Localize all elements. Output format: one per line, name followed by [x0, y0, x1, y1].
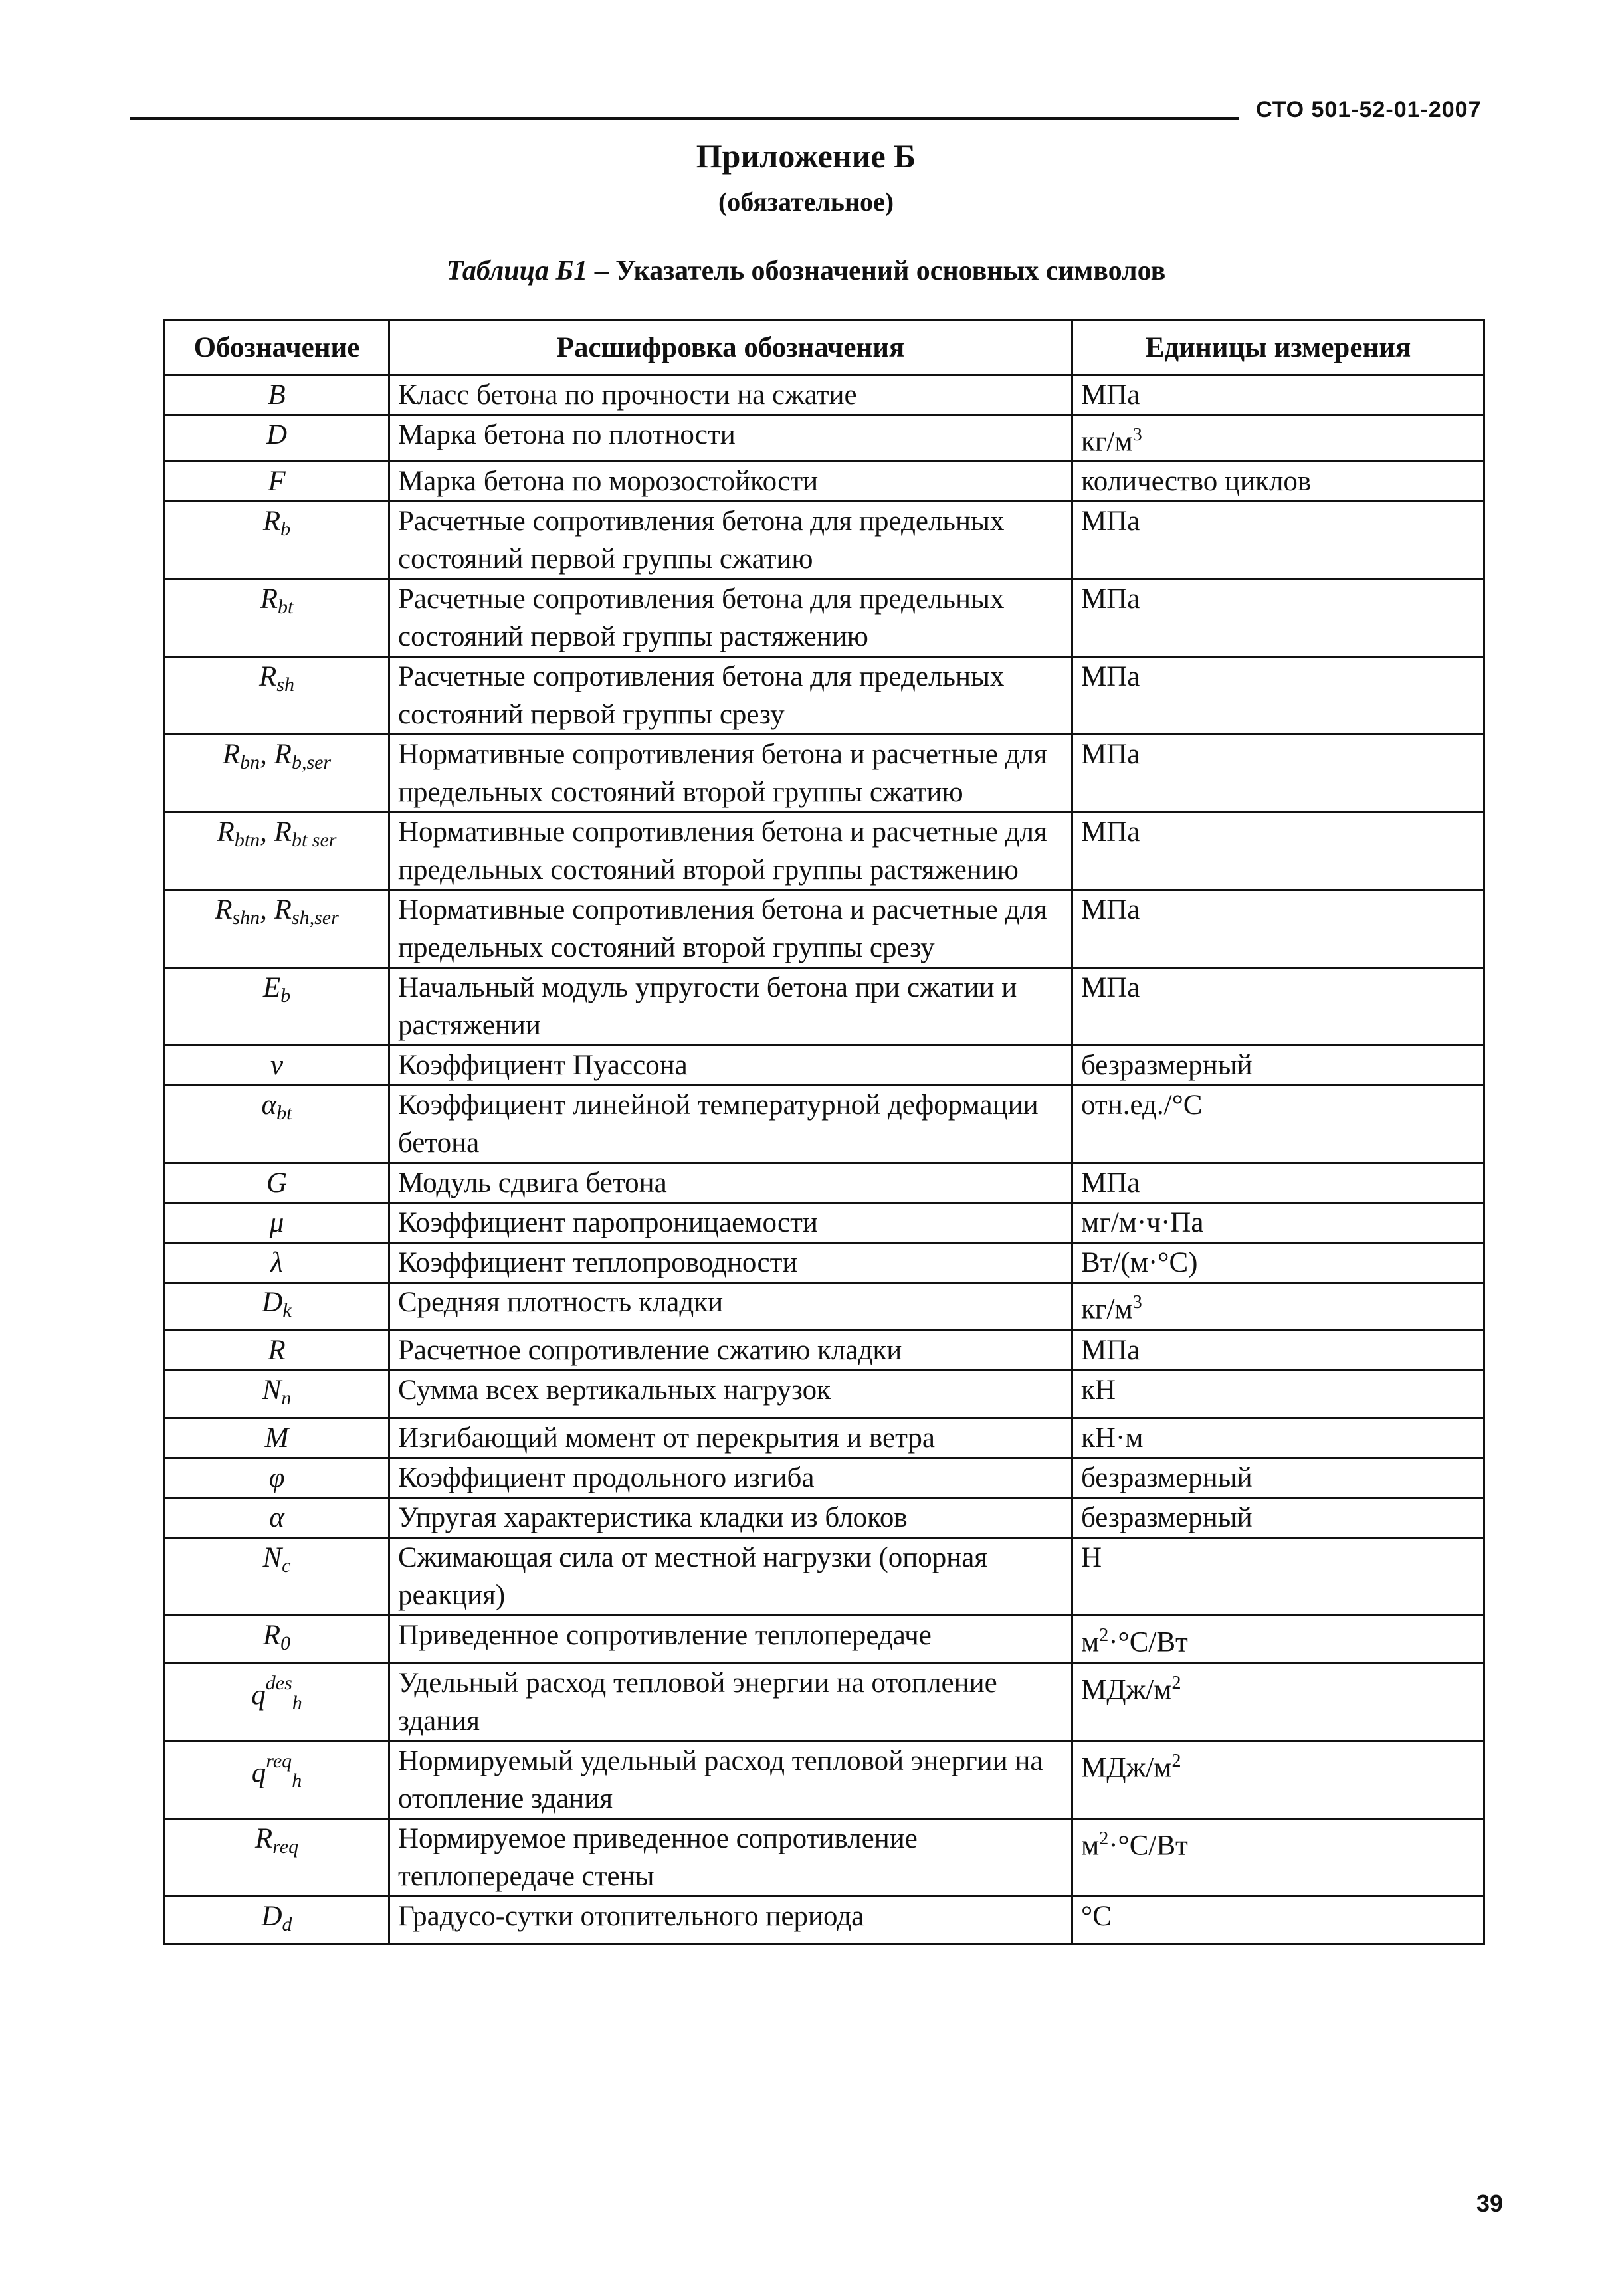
symbol-main: R — [262, 1620, 281, 1652]
description-cell: Марка бетона по плотности — [389, 415, 1072, 462]
symbol-superscript: req — [266, 1750, 292, 1772]
symbol-subscript: bn — [240, 751, 260, 774]
symbol-subscript: sh — [276, 674, 294, 696]
description-cell: Расчетные сопротивления бетона для предельных состояний первой группы срезу — [389, 657, 1072, 735]
unit-text: кг/м — [1081, 1293, 1133, 1325]
description-cell: Коэффициент теплопроводности — [389, 1243, 1072, 1283]
symbol-cell — [165, 1664, 389, 1741]
symbol-main: E — [262, 972, 281, 1004]
unit-text: МПа — [1081, 1167, 1140, 1199]
symbol-cell — [165, 1163, 389, 1203]
table-row — [165, 1243, 1484, 1283]
units-cell — [1072, 1243, 1484, 1283]
table-row — [165, 1616, 1484, 1664]
symbol-cell — [165, 1086, 389, 1163]
symbol-main: D — [262, 1287, 283, 1319]
units-cell — [1072, 375, 1484, 415]
table-row — [165, 890, 1484, 968]
description-cell: Упругая характеристика кладки из блоков — [389, 1498, 1072, 1538]
symbol-main: λ — [270, 1247, 283, 1279]
table-row — [165, 1741, 1484, 1819]
description-cell: Нормативные сопротивления бетона и расчетные для предельных состояний второй группы растяжению — [389, 813, 1072, 890]
units-cell — [1072, 1819, 1484, 1897]
symbol-subscript: req — [272, 1836, 299, 1858]
symbol-cell — [165, 375, 389, 415]
symbol-main: D — [261, 1901, 282, 1933]
symbol-main: ν — [270, 1050, 284, 1082]
units-cell — [1072, 657, 1484, 735]
table-row — [165, 1371, 1484, 1418]
table-row — [165, 1203, 1484, 1243]
description-cell: Изгибающий момент от перекрытия и ветра — [389, 1418, 1072, 1458]
symbol-cell — [165, 1498, 389, 1538]
description-cell: Расчетные сопротивления бетона для предельных состояний первой группы сжатию — [389, 502, 1072, 579]
symbol-cell — [165, 968, 389, 1046]
units-cell — [1072, 1741, 1484, 1819]
unit-text: МПа — [1081, 661, 1140, 693]
symbol-main: q — [251, 1679, 266, 1711]
unit-text: количество циклов — [1081, 466, 1312, 498]
symbol-secondary-subscript: b,ser — [291, 751, 332, 774]
unit-text: м — [1081, 1830, 1100, 1862]
unit-text: МПа — [1081, 972, 1140, 1004]
table-row — [165, 1418, 1484, 1458]
unit-superscript: 3 — [1132, 425, 1142, 445]
column-header-symbol: Обозначение — [165, 320, 389, 375]
table-row — [165, 1819, 1484, 1897]
symbol-cell — [165, 1203, 389, 1243]
symbol-separator: , — [260, 739, 274, 771]
unit-text: МПа — [1081, 379, 1140, 411]
table-row — [165, 462, 1484, 502]
units-cell — [1072, 415, 1484, 462]
unit-text-tail: ·°С/Вт — [1108, 1626, 1188, 1658]
units-cell — [1072, 1283, 1484, 1331]
symbol-separator: , — [260, 816, 274, 848]
unit-text: безразмерный — [1081, 1502, 1253, 1534]
table-row — [165, 1498, 1484, 1538]
symbol-main: R — [262, 506, 281, 537]
table-caption — [0, 255, 1612, 287]
table-row — [165, 968, 1484, 1046]
unit-superscript: 2 — [1099, 1625, 1109, 1646]
symbol-main: B — [268, 379, 286, 411]
table-row — [165, 375, 1484, 415]
symbol-main: R — [259, 661, 277, 693]
table-header-row — [165, 320, 1484, 375]
symbol-secondary: R — [274, 739, 292, 771]
symbol-main: F — [268, 466, 286, 498]
symbol-subscript: k — [282, 1299, 292, 1322]
symbol-secondary-subscript: bt ser — [291, 829, 337, 852]
symbol-subscript: bt — [276, 1102, 292, 1125]
unit-text: МПа — [1081, 739, 1140, 771]
symbol-secondary: R — [274, 816, 292, 848]
symbol-subscript: h — [292, 1692, 302, 1715]
units-cell — [1072, 735, 1484, 813]
table-row — [165, 1331, 1484, 1371]
units-cell — [1072, 1664, 1484, 1741]
units-cell — [1072, 890, 1484, 968]
symbol-cell — [165, 813, 389, 890]
description-cell: Нормативные сопротивления бетона и расчетные для предельных состояний второй группы срезу — [389, 890, 1072, 968]
units-cell — [1072, 813, 1484, 890]
symbol-subscript: b — [280, 518, 291, 541]
units-cell — [1072, 1616, 1484, 1664]
symbol-cell — [165, 1897, 389, 1945]
unit-text: мг/м·ч·Па — [1081, 1207, 1204, 1239]
unit-text: отн.ед./°С — [1081, 1090, 1203, 1121]
units-cell — [1072, 1371, 1484, 1418]
column-header-description: Расшифровка обозначения — [389, 320, 1072, 375]
table-row — [165, 1163, 1484, 1203]
symbol-cell — [165, 462, 389, 502]
units-cell — [1072, 1538, 1484, 1616]
unit-superscript: 2 — [1171, 1751, 1181, 1772]
symbol-subscript: n — [281, 1387, 292, 1410]
symbol-cell — [165, 1819, 389, 1897]
symbol-subscript: b — [280, 985, 291, 1007]
description-cell: Удельный расход тепловой энергии на отопление здания — [389, 1664, 1072, 1741]
table-row — [165, 502, 1484, 579]
symbol-subscript: btn — [234, 829, 260, 852]
symbol-cell — [165, 415, 389, 462]
unit-text-tail: ·°С/Вт — [1108, 1830, 1188, 1862]
symbol-cell — [165, 1331, 389, 1371]
document-code: СТО 501-52-01-2007 — [1256, 97, 1482, 122]
units-cell — [1072, 1203, 1484, 1243]
units-cell — [1072, 1086, 1484, 1163]
symbol-main: R — [215, 894, 233, 926]
units-cell — [1072, 1458, 1484, 1498]
description-cell: Нормируемое приведенное сопротивление теплопередаче стены — [389, 1819, 1072, 1897]
units-cell — [1072, 1418, 1484, 1458]
description-cell: Расчетное сопротивление сжатию кладки — [389, 1331, 1072, 1371]
symbol-main: R — [268, 1335, 286, 1367]
symbol-subscript: 0 — [280, 1632, 291, 1655]
appendix-subtitle: (обязательное) — [718, 187, 894, 217]
description-cell: Сумма всех вертикальных нагрузок — [389, 1371, 1072, 1418]
table-body — [165, 375, 1484, 1945]
unit-text: Вт/(м·°С) — [1081, 1247, 1198, 1279]
symbol-main: G — [266, 1167, 288, 1199]
unit-text: кН·м — [1081, 1422, 1144, 1454]
symbol-secondary-subscript: sh,ser — [291, 907, 339, 929]
symbol-cell — [165, 1243, 389, 1283]
unit-text: МПа — [1081, 506, 1140, 537]
unit-text: МДж/м — [1081, 1674, 1172, 1706]
table-row — [165, 1458, 1484, 1498]
appendix-title: Приложение Б — [696, 138, 916, 175]
symbol-cell — [165, 1458, 389, 1498]
table-row — [165, 735, 1484, 813]
unit-superscript: 3 — [1132, 1292, 1142, 1313]
table-row — [165, 1897, 1484, 1945]
description-cell: Коэффициент продольного изгиба — [389, 1458, 1072, 1498]
symbol-main: μ — [269, 1207, 284, 1239]
table-row — [165, 1538, 1484, 1616]
unit-text: кН — [1081, 1375, 1116, 1406]
symbol-superscript: des — [265, 1672, 292, 1695]
symbol-main: R — [217, 816, 235, 848]
symbol-main: N — [262, 1375, 282, 1406]
symbol-cell — [165, 1371, 389, 1418]
units-cell — [1072, 1498, 1484, 1538]
table-row — [165, 1283, 1484, 1331]
description-cell: Класс бетона по прочности на сжатие — [389, 375, 1072, 415]
unit-text: МПа — [1081, 1335, 1140, 1367]
column-header-units: Единицы измерения — [1072, 320, 1484, 375]
page-number: 39 — [1476, 2190, 1504, 2217]
table-row — [165, 579, 1484, 657]
header-rule — [130, 117, 1239, 120]
symbol-cell — [165, 1538, 389, 1616]
unit-superscript: 2 — [1099, 1828, 1109, 1850]
table-row — [165, 1046, 1484, 1086]
description-cell: Градусо-сутки отопительного периода — [389, 1897, 1072, 1945]
symbol-main: q — [251, 1757, 266, 1789]
description-cell: Коэффициент Пуассона — [389, 1046, 1072, 1086]
description-cell: Начальный модуль упругости бетона при сжатии и растяжении — [389, 968, 1072, 1046]
symbol-cell — [165, 1046, 389, 1086]
description-cell: Приведенное сопротивление теплопередаче — [389, 1616, 1072, 1664]
symbol-subscript: shn — [232, 907, 260, 929]
description-cell: Модуль сдвига бетона — [389, 1163, 1072, 1203]
table-row — [165, 657, 1484, 735]
symbol-cell — [165, 657, 389, 735]
unit-superscript: 2 — [1171, 1673, 1181, 1694]
units-cell — [1072, 579, 1484, 657]
table-row — [165, 415, 1484, 462]
description-cell: Средняя плотность кладки — [389, 1283, 1072, 1331]
table-row — [165, 813, 1484, 890]
table-row — [165, 1664, 1484, 1741]
symbol-cell — [165, 890, 389, 968]
symbol-main: D — [266, 419, 288, 450]
symbol-main: R — [222, 739, 241, 771]
units-cell — [1072, 502, 1484, 579]
unit-text: Н — [1081, 1542, 1102, 1574]
symbol-cell — [165, 1741, 389, 1819]
units-cell — [1072, 462, 1484, 502]
symbol-main: φ — [268, 1462, 285, 1494]
symbol-cell — [165, 1616, 389, 1664]
unit-text: МПа — [1081, 583, 1140, 615]
units-cell — [1072, 1163, 1484, 1203]
symbol-cell — [165, 1283, 389, 1331]
table-row — [165, 1086, 1484, 1163]
description-cell: Нормируемый удельный расход тепловой энергии на отопление здания — [389, 1741, 1072, 1819]
units-cell — [1072, 1046, 1484, 1086]
description-cell: Коэффициент паропроницаемости — [389, 1203, 1072, 1243]
description-cell: Сжимающая сила от местной нагрузки (опорная реакция) — [389, 1538, 1072, 1616]
unit-text: °С — [1081, 1901, 1112, 1933]
symbols-table — [163, 319, 1485, 1945]
unit-text: МДж/м — [1081, 1752, 1172, 1784]
symbol-separator: , — [260, 894, 274, 926]
unit-text: безразмерный — [1081, 1462, 1253, 1494]
description-cell: Нормативные сопротивления бетона и расчетные для предельных состояний второй группы сжатию — [389, 735, 1072, 813]
units-cell — [1072, 1331, 1484, 1371]
symbol-main: R — [260, 583, 278, 615]
unit-text: МПа — [1081, 894, 1140, 926]
symbol-subscript: bt — [277, 596, 294, 619]
symbol-cell — [165, 579, 389, 657]
symbol-subscript: d — [282, 1913, 292, 1936]
unit-text: безразмерный — [1081, 1050, 1253, 1082]
unit-text: кг/м — [1081, 426, 1133, 458]
symbol-main: N — [262, 1542, 282, 1574]
symbol-subscript: c — [282, 1555, 291, 1577]
table-caption-text: – Указатель обозначений основных символов — [587, 256, 1166, 286]
description-cell: Марка бетона по морозостойкости — [389, 462, 1072, 502]
description-cell: Расчетные сопротивления бетона для предельных состояний первой группы растяжению — [389, 579, 1072, 657]
symbol-main: α — [261, 1090, 277, 1121]
symbol-cell — [165, 502, 389, 579]
table-caption-number: Таблица Б1 — [446, 256, 588, 286]
symbol-cell — [165, 735, 389, 813]
symbol-main: M — [264, 1422, 289, 1454]
unit-text: МПа — [1081, 816, 1140, 848]
symbol-main: R — [254, 1823, 273, 1855]
units-cell — [1072, 968, 1484, 1046]
symbol-main: α — [269, 1502, 284, 1534]
description-cell: Коэффициент линейной температурной деформации бетона — [389, 1086, 1072, 1163]
symbol-subscript: h — [292, 1770, 302, 1792]
units-cell — [1072, 1897, 1484, 1945]
symbol-cell — [165, 1418, 389, 1458]
unit-text: м — [1081, 1626, 1100, 1658]
symbol-secondary: R — [274, 894, 292, 926]
